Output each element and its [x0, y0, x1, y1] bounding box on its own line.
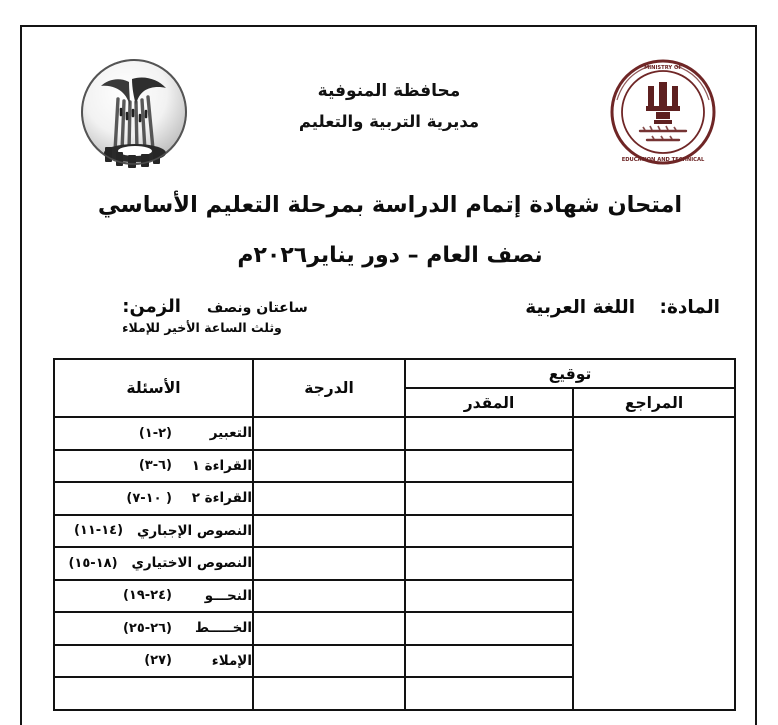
question-cell — [54, 417, 253, 450]
question-name: الخـــــط — [195, 620, 252, 637]
estimator-cell[interactable] — [405, 612, 573, 645]
time-value: ساعتان ونصف — [206, 300, 308, 316]
question-name: القراءة ٢ — [191, 490, 252, 507]
question-range: (١٨-١٥) — [68, 555, 118, 571]
degree-cell[interactable] — [253, 580, 405, 613]
time-note: وثلث الساعة الأخير للإملاء — [122, 320, 282, 335]
estimator-cell[interactable] — [405, 645, 573, 678]
marks-table-body — [54, 417, 735, 710]
question-cell — [54, 482, 253, 515]
degree-cell[interactable] — [253, 645, 405, 678]
estimator-cell[interactable] — [405, 677, 573, 710]
degree-cell[interactable] — [253, 482, 405, 515]
header-degree: الدرجة — [253, 359, 405, 417]
question-name: النصوص الإجباري — [137, 522, 252, 539]
table-row — [54, 417, 735, 450]
question-cell — [54, 612, 253, 645]
degree-cell[interactable] — [253, 677, 405, 710]
degree-cell[interactable] — [253, 450, 405, 483]
degree-cell[interactable] — [253, 417, 405, 450]
time-label: الزمن: — [122, 296, 181, 317]
question-range: (٢-١) — [138, 425, 172, 441]
governorate-emblem-logo — [74, 55, 196, 173]
svg-text:MINISTRY OF: MINISTRY OF — [644, 65, 682, 71]
svg-text:EDUCATION AND TECHNICAL: EDUCATION AND TECHNICAL — [621, 157, 705, 163]
subject-value: اللغة العربية — [525, 297, 636, 318]
estimator-cell[interactable] — [405, 547, 573, 580]
directorate-name: مديرية التربية والتعليم — [298, 112, 480, 131]
question-cell — [54, 580, 253, 613]
question-range: (١٤-١١) — [73, 523, 124, 539]
subject-label: المادة: — [659, 297, 720, 318]
estimator-cell[interactable] — [405, 580, 573, 613]
reviewer-signature-cell[interactable] — [573, 417, 735, 710]
question-cell — [54, 515, 253, 548]
estimator-cell[interactable] — [405, 450, 573, 483]
question-cell — [54, 547, 253, 580]
header-questions: الأسئلة — [54, 359, 253, 417]
question-range: (٢٤-١٩) — [122, 588, 172, 604]
marks-table — [53, 358, 736, 711]
question-range: (٢٦-٢٥) — [122, 620, 172, 636]
ministry-seal-logo — [604, 56, 722, 168]
question-name: القراءة ١ — [191, 457, 252, 474]
question-range: ( ١٠-٧) — [126, 490, 172, 506]
degree-cell[interactable] — [253, 547, 405, 580]
marks-table-head — [54, 359, 735, 417]
header-estimator: المقدر — [405, 388, 573, 417]
header-reviewer: المراجع — [573, 388, 735, 417]
question-name: التعبير — [209, 425, 252, 442]
exam-title: امتحان شهادة إتمام الدراسة بمرحلة التعليم الأساسي — [97, 192, 683, 218]
estimator-cell[interactable] — [405, 515, 573, 548]
estimator-cell[interactable] — [405, 417, 573, 450]
question-cell — [54, 645, 253, 678]
estimator-cell[interactable] — [405, 482, 573, 515]
time-block — [75, 296, 355, 335]
question-range: (٦-٣) — [138, 458, 172, 474]
subject-line — [525, 297, 720, 318]
question-cell — [54, 677, 253, 710]
question-name: النصوص الاختياري — [131, 555, 252, 572]
question-cell — [54, 450, 253, 483]
degree-cell[interactable] — [253, 515, 405, 548]
governorate-header-block — [239, 83, 539, 131]
marks-table-header-row-1 — [54, 359, 735, 388]
exam-term: نصف العام – دور يناير٢٠٢٦م — [237, 243, 543, 268]
question-range: (٢٧) — [144, 653, 172, 669]
question-name: الإملاء — [211, 652, 252, 669]
governorate-name: محافظة المنوفية — [317, 81, 461, 101]
degree-cell[interactable] — [253, 612, 405, 645]
question-name: النحـــو — [204, 587, 252, 604]
header-signature: توقيع — [405, 359, 735, 388]
